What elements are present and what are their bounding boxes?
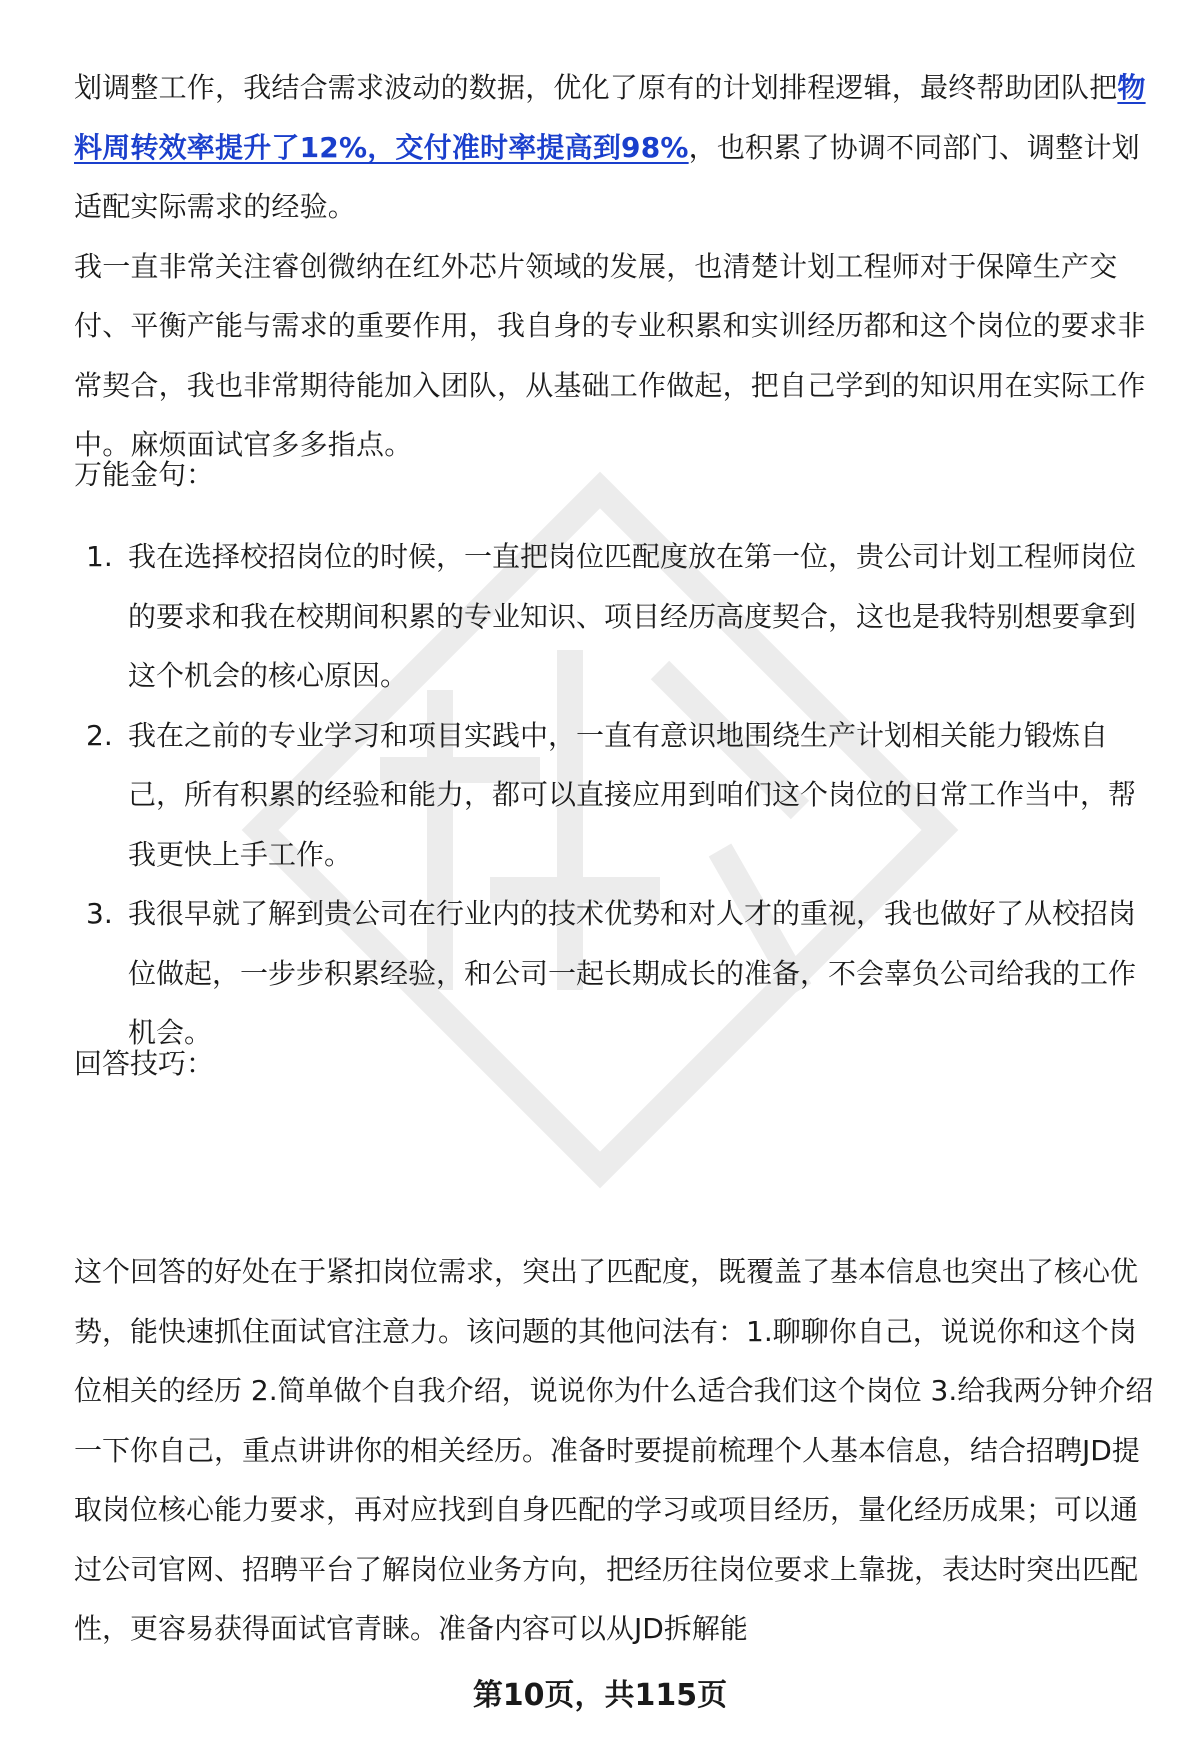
golden-sentences-list	[74, 527, 1154, 1063]
intro-text	[74, 58, 1154, 475]
paragraph-text: ，也积累了协调不同部门、调整计划适配实际需求的经验。	[74, 130, 1140, 223]
list-item-text: 我很早就了解到贵公司在行业内的技术优势和对人才的重视，我也做好了从校招岗位做起，一步步积累经验，和公司一起长期成长的准备，不会辜负公司给我的工作机会。	[128, 897, 1137, 1049]
answer-tips-heading: 回答技巧：	[74, 1047, 215, 1080]
highlighted-result: 物料周转效率提升了12%，交付准时率提高到98%	[74, 71, 1146, 164]
golden-sentences-heading: 万能金句：	[74, 458, 215, 491]
paragraph-experience	[74, 58, 1154, 237]
list-item	[74, 706, 1154, 885]
answer-tips-text: 这个回答的好处在于紧扣岗位需求，突出了匹配度，既覆盖了基本信息也突出了核心优势，能快速抓住面试官注意力。该问题的其他问法有：1.聊聊你自己，说说你和这个岗位相关的经历 2.简单做个自我介绍，说说你为什么适合我们这个岗位 3.给我两分钟介绍一下你自己，重点讲讲你的相关经历。准备时要提前梳理个人基本信息，结合招聘JD提取岗位核心能力要求，再对应找到自身匹配的学习或项目经历，量化经历成果；可以通过公司官网、招聘平台了解岗位业务方向，把经历往岗位要求上靠拢，表达时突出匹配性，更容易获得面试官青睐。准备内容可以从JD拆解能	[74, 1255, 1154, 1645]
list-item-text: 我在选择校招岗位的时候，一直把岗位匹配度放在第一位，贵公司计划工程师岗位的要求和我在校期间积累的专业知识、项目经历高度契合，这也是我特别想要拿到这个机会的核心原因。	[128, 540, 1137, 692]
list-item	[74, 884, 1154, 1063]
paragraph-motivation: 我一直非常关注睿创微纳在红外芯片领域的发展，也清楚计划工程师对于保障生产交付、平衡产能与需求的重要作用，我自身的专业积累和实训经历都和这个岗位的要求非常契合，我也非常期待能加入团队，从基础工作做起，把自己学到的知识用在实际工作中。麻烦面试官多多指点。	[74, 249, 1146, 461]
list-number: 2.	[86, 718, 113, 752]
page-number: 第10页，共115页	[472, 1678, 728, 1713]
paragraph-text: 划调整工作，我结合需求波动的数据，优化了原有的计划排程逻辑，最终帮助团队把	[74, 71, 1118, 104]
list-number: 3.	[86, 897, 113, 930]
list-item	[74, 527, 1154, 706]
list-item-text: 我在之前的专业学习和项目实践中，一直有意识地围绕生产计划相关能力锻炼自己，所有积累的经验和能力，都可以直接应用到咱们这个岗位的日常工作当中，帮我更快上手工作。	[128, 718, 1137, 871]
list-number: 1.	[86, 540, 113, 573]
